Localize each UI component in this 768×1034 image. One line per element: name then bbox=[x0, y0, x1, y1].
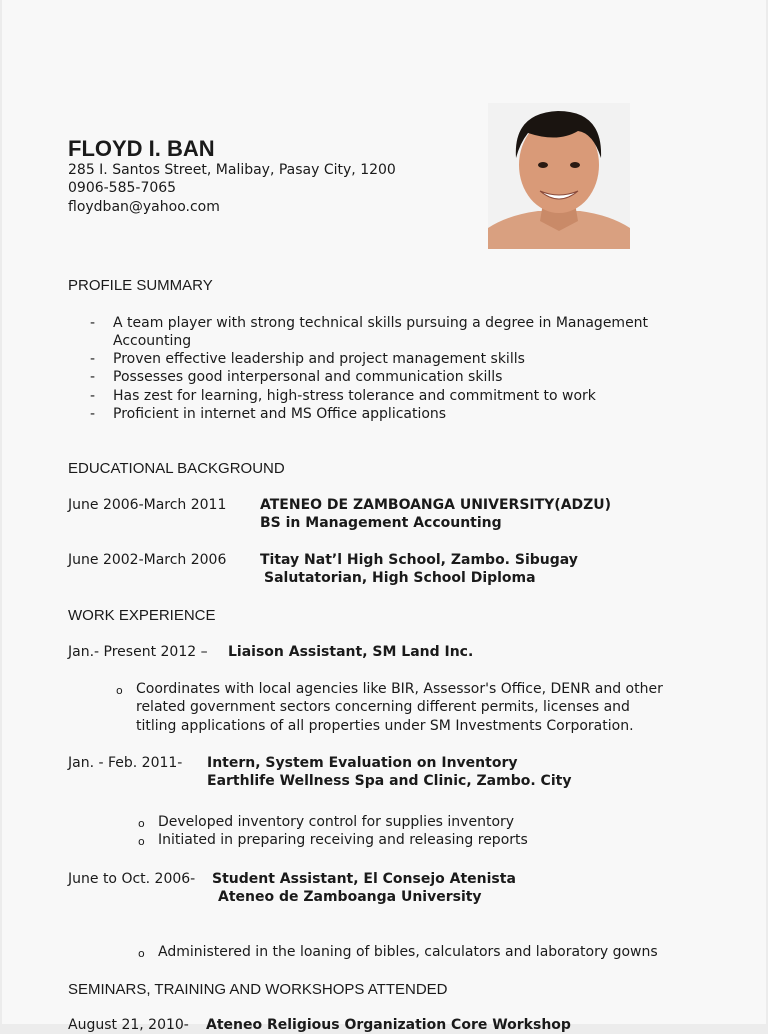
work-date: June to Oct. 2006- bbox=[68, 871, 196, 887]
list-item: Has zest for learning, high-stress tolerance and commitment to work bbox=[113, 388, 596, 404]
education-detail: BS in Management Accounting bbox=[260, 515, 502, 531]
bullet-marker: - bbox=[90, 315, 96, 331]
work-date: Jan.- Present 2012 – bbox=[68, 644, 208, 660]
bullet-marker: - bbox=[90, 351, 96, 367]
profile-summary-heading: PROFILE SUMMARY bbox=[68, 277, 213, 294]
sub-bullet-marker: o bbox=[138, 835, 145, 848]
list-item: Accounting bbox=[113, 333, 192, 349]
list-item: Proficient in internet and MS Office applications bbox=[113, 406, 447, 422]
seminar-date: August 21, 2010- bbox=[68, 1017, 189, 1033]
work-organization: Earthlife Wellness Spa and Clinic, Zambo. City bbox=[207, 773, 572, 789]
education-school: Titay Nat’l High School, Zambo. Sibugay bbox=[260, 552, 578, 568]
education-school: ATENEO DE ZAMBOANGA UNIVERSITY(ADZU) bbox=[260, 497, 612, 513]
sub-bullet-marker: o bbox=[138, 947, 145, 960]
work-date: Jan. - Feb. 2011- bbox=[68, 755, 183, 771]
work-bullet: Initiated in preparing receiving and releasing reports bbox=[158, 832, 528, 848]
email: floydban@yahoo.com bbox=[68, 199, 220, 215]
profile-photo bbox=[488, 103, 630, 249]
work-bullet: Coordinates with local agencies like BIR, Assessor's Office, DENR and other bbox=[136, 681, 663, 697]
work-bullet: titling applications of all properties under SM Investments Corporation. bbox=[136, 718, 634, 734]
education-date: June 2006-March 2011 bbox=[68, 497, 227, 513]
bullet-marker: - bbox=[90, 369, 96, 385]
education-detail: Salutatorian, High School Diploma bbox=[264, 570, 536, 586]
education-date: June 2002-March 2006 bbox=[68, 552, 227, 568]
work-title: Student Assistant, El Consejo Atenista bbox=[212, 871, 516, 887]
work-title: Liaison Assistant, SM Land Inc. bbox=[228, 644, 474, 660]
list-item: Possesses good interpersonal and communication skills bbox=[113, 369, 503, 385]
address: 285 I. Santos Street, Malibay, Pasay City, 1200 bbox=[68, 162, 396, 178]
bullet-marker: - bbox=[90, 388, 96, 404]
sub-bullet-marker: o bbox=[116, 684, 123, 697]
list-item: Proven effective leadership and project management skills bbox=[113, 351, 525, 367]
phone: 0906-585-7065 bbox=[68, 180, 177, 196]
work-bullet: related government sectors concerning different permits, licenses and bbox=[136, 699, 630, 715]
work-bullet: Developed inventory control for supplies inventory bbox=[158, 814, 515, 830]
applicant-name: FLOYD I. BAN bbox=[68, 136, 215, 161]
sub-bullet-marker: o bbox=[138, 817, 145, 830]
work-organization: Ateneo de Zamboanga University bbox=[218, 889, 482, 905]
seminars-heading: SEMINARS, TRAINING AND WORKSHOPS ATTENDED bbox=[68, 981, 448, 998]
work-title: Intern, System Evaluation on Inventory bbox=[207, 755, 518, 771]
seminar-title: Ateneo Religious Organization Core Workshop bbox=[206, 1017, 571, 1033]
education-heading: EDUCATIONAL BACKGROUND bbox=[68, 460, 285, 477]
work-bullet: Administered in the loaning of bibles, calculators and laboratory gowns bbox=[158, 944, 658, 960]
bullet-marker: - bbox=[90, 406, 96, 422]
resume-page bbox=[2, 0, 766, 1033]
work-heading: WORK EXPERIENCE bbox=[68, 607, 216, 624]
list-item: A team player with strong technical skills pursuing a degree in Management bbox=[113, 315, 649, 331]
